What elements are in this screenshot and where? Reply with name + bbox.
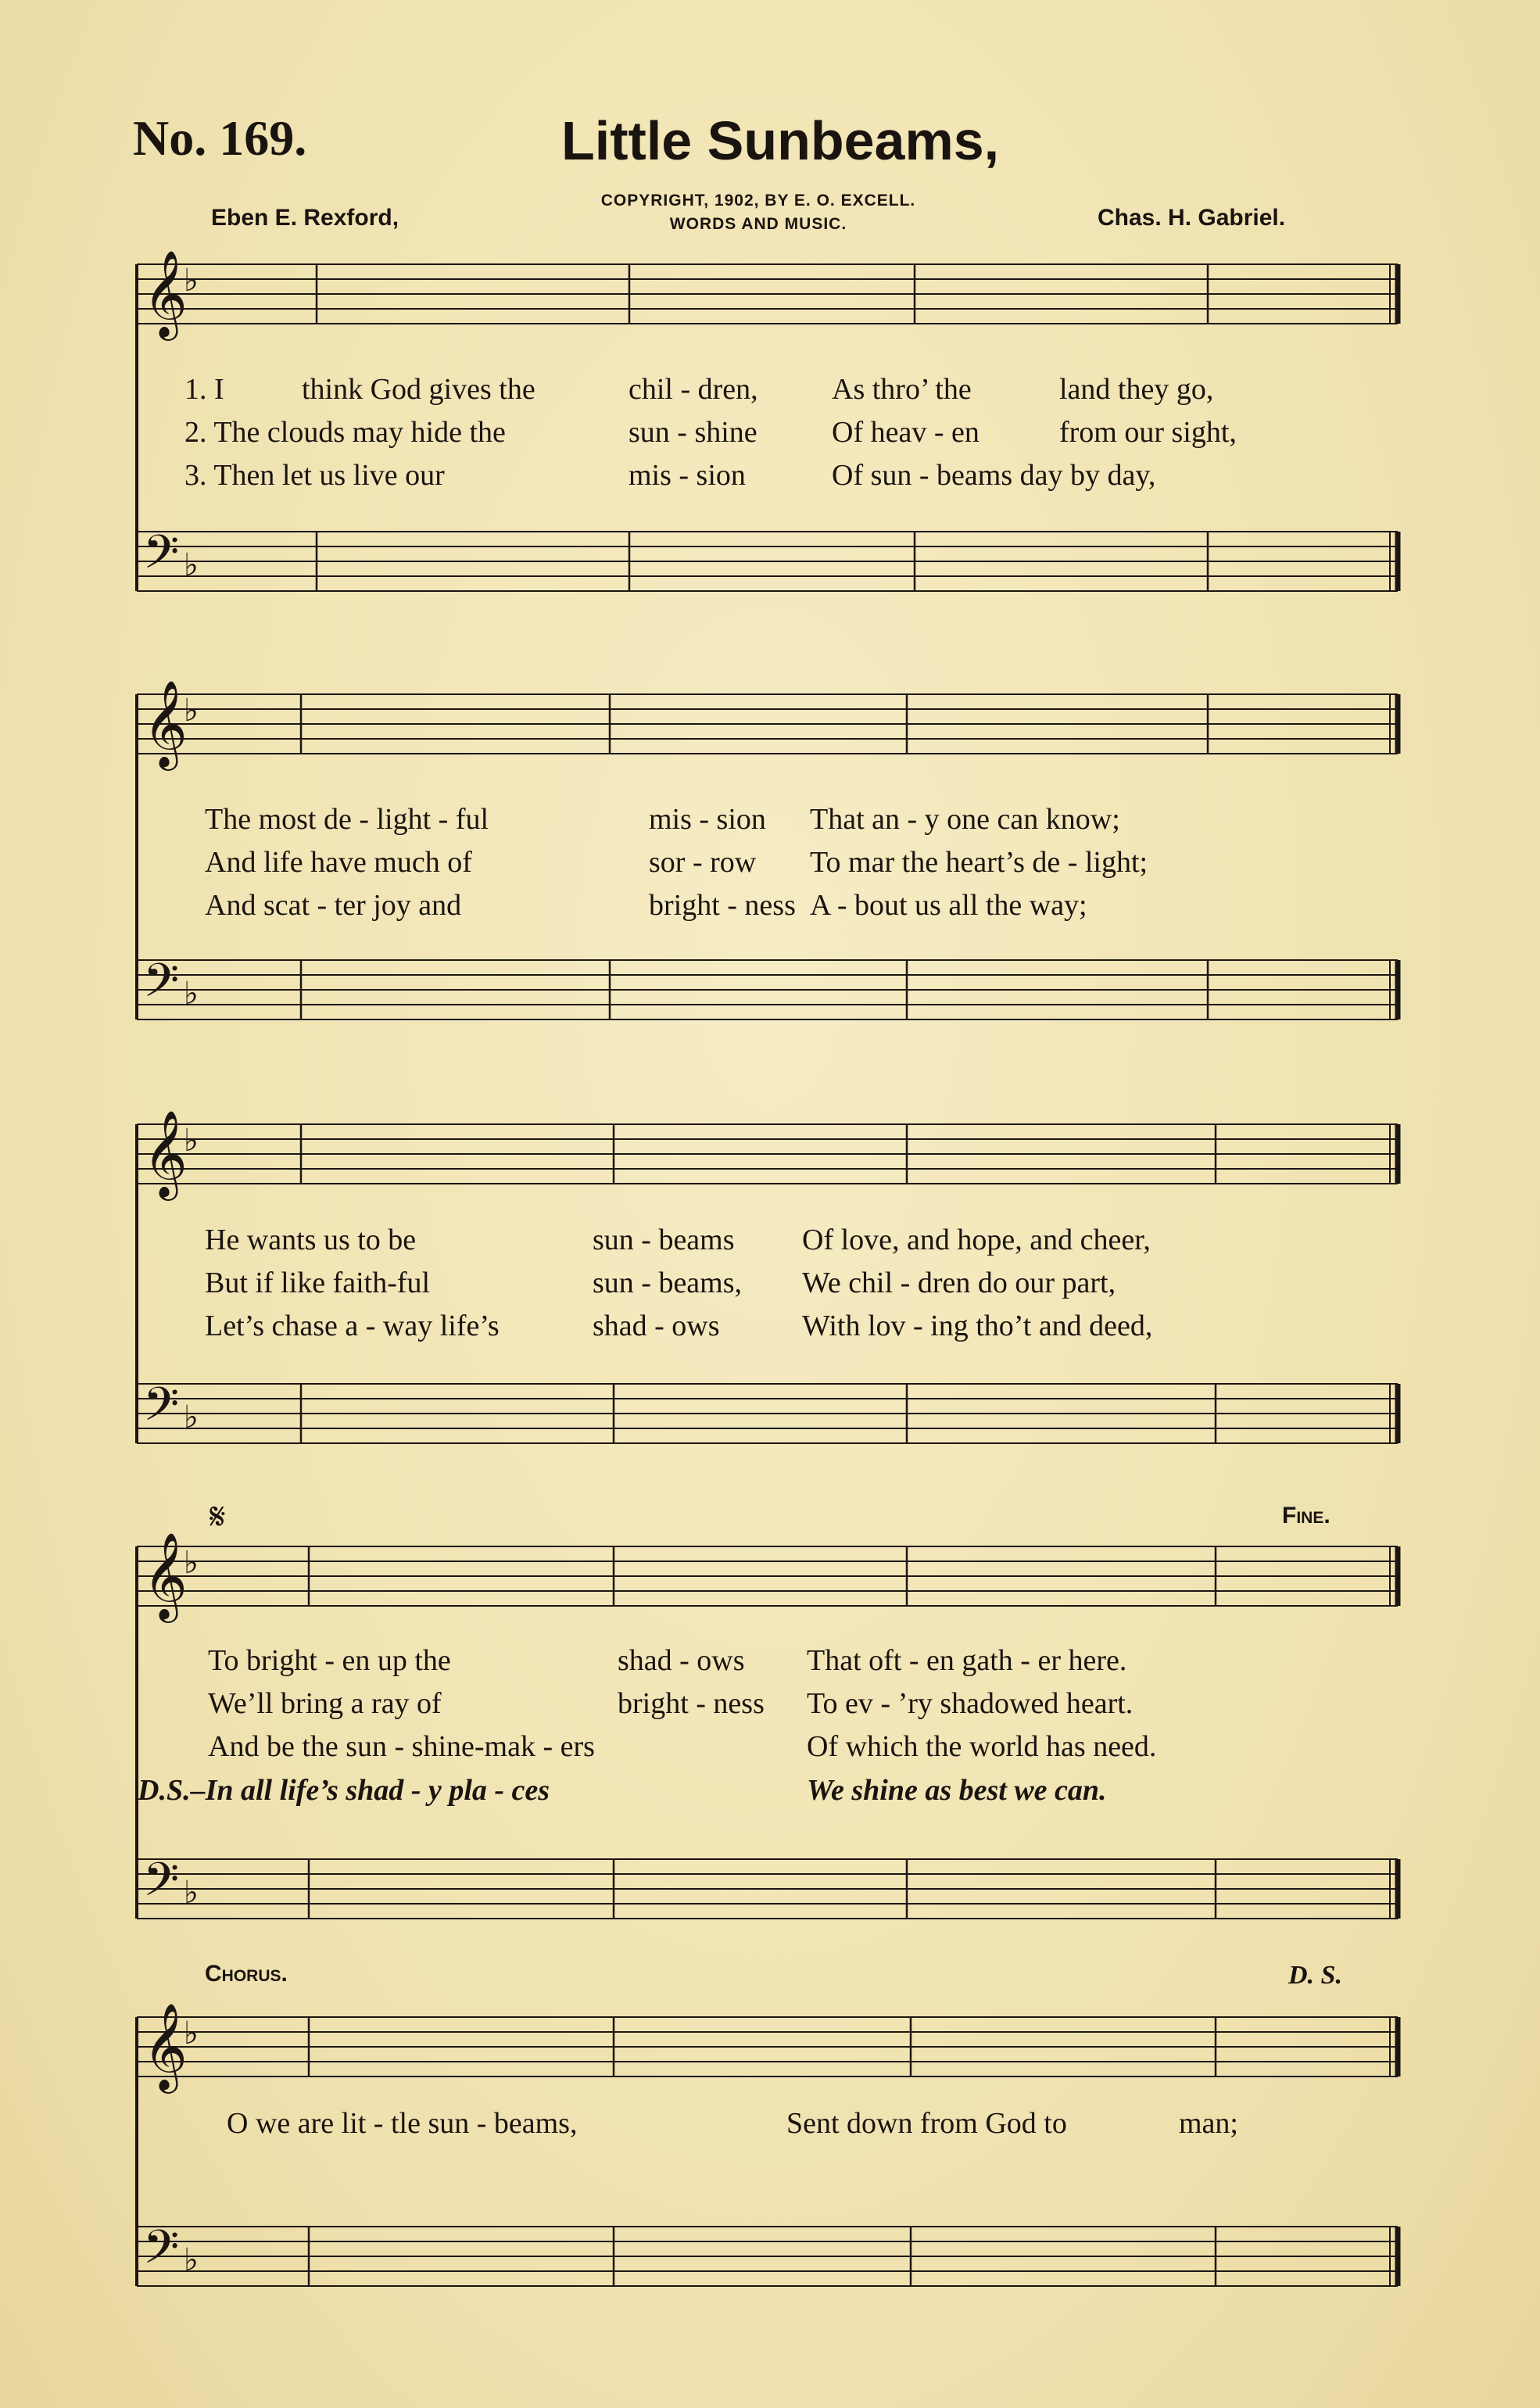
flat-sign-icon: ♭ — [184, 1875, 199, 1911]
lyric-s2-l3-a: And scat - ter joy and — [205, 889, 462, 922]
lyric-s2-l3-c: A - bout us all the way; — [810, 889, 1087, 922]
hymn-number: No. 169. — [133, 110, 307, 166]
treble-clef-icon: 𝄞 — [143, 679, 188, 767]
lyric-s2-l1-b: mis - sion — [649, 803, 766, 836]
hymn-title: Little Sunbeams, — [561, 110, 1000, 171]
chorus-marker: Chorus. — [205, 1961, 288, 1987]
lyric-s1-l1-b: think God gives the — [302, 373, 535, 406]
lyric-s4-l2-a: We’ll bring a ray of — [208, 1687, 442, 1720]
lyric-s2-l2-c: To mar the heart’s de - light; — [810, 846, 1148, 879]
lyric-s4-l3-b: Of which the world has need. — [807, 1730, 1157, 1763]
lyric-s3-l1-c: Of love, and hope, and cheer, — [802, 1224, 1151, 1256]
flat-sign-icon: ♭ — [184, 263, 199, 299]
lyric-s1-l1-d: As thro’ the — [832, 373, 972, 406]
bass-clef-icon: 𝄢 — [143, 953, 180, 1019]
lyric-chorus-a: O we are lit - tle sun - beams, — [227, 2107, 578, 2140]
lyric-s1-l2-b: sun - shine — [629, 416, 757, 449]
lyric-s4-l1-b: shad - ows — [618, 1644, 745, 1677]
bass-clef-icon: 𝄢 — [143, 525, 180, 590]
copyright-line-1: COPYRIGHT, 1902, BY E. O. EXCELL. — [600, 192, 916, 210]
lyric-s2-l3-b: bright - ness — [649, 889, 796, 922]
lyric-s1-l1-c: chil - dren, — [629, 373, 758, 406]
lyric-s3-l1-b: sun - beams — [593, 1224, 735, 1256]
lyric-s4-l1-a: To bright - en up the — [208, 1644, 451, 1677]
lyric-s1-l2-c: Of heav - en — [832, 416, 980, 449]
treble-clef-icon: 𝄞 — [143, 1532, 188, 1619]
lyric-s1-l1-a: 1. I — [184, 373, 224, 406]
flat-sign-icon: ♭ — [184, 547, 199, 583]
treble-clef-icon: 𝄞 — [143, 249, 188, 337]
author-credit: Eben E. Rexford, — [211, 205, 399, 231]
lyric-s3-l2-a: But if like faith-ful — [205, 1267, 431, 1299]
bass-clef-icon: 𝄢 — [143, 2220, 180, 2285]
bass-clef-icon: 𝄢 — [143, 1377, 180, 1442]
lyric-s3-l2-b: sun - beams, — [593, 1267, 743, 1299]
lyric-s4-l3-a: And be the sun - shine-mak - ers — [208, 1730, 595, 1763]
lyric-chorus-b: Sent down from God to — [786, 2107, 1067, 2140]
lyric-s1-l2-d: from our sight, — [1059, 416, 1237, 449]
lyric-s1-l2-a: 2. The clouds may hide the — [184, 416, 506, 449]
lyric-s3-l1-a: He wants us to be — [205, 1224, 417, 1256]
segno-sign: 𝄋 — [210, 1495, 226, 1539]
flat-sign-icon: ♭ — [184, 1545, 199, 1581]
lyric-ds-line-a: D.S.–In all life’s shad - y pla - ces — [138, 1774, 550, 1807]
lyric-ds-line-b: We shine as best we can. — [807, 1774, 1107, 1807]
flat-sign-icon: ♭ — [184, 1399, 199, 1435]
lyric-s1-l3-b: mis - sion — [629, 459, 746, 492]
lyric-s2-l1-c: That an - y one can know; — [810, 803, 1120, 836]
fine-marker: Fine. — [1282, 1503, 1330, 1528]
treble-clef-icon: 𝄞 — [143, 2002, 188, 2090]
treble-clef-icon: 𝄞 — [143, 1109, 188, 1197]
lyric-s4-l2-b: bright - ness — [618, 1687, 765, 1720]
flat-sign-icon: ♭ — [184, 2016, 199, 2051]
lyric-s4-l2-c: To ev - ’ry shadowed heart. — [807, 1687, 1134, 1720]
lyric-chorus-c: man; — [1179, 2107, 1238, 2140]
lyric-s1-l3-c: Of sun - beams day by day, — [832, 459, 1156, 492]
lyric-s1-l1-e: land they go, — [1059, 373, 1214, 406]
lyric-s2-l2-a: And life have much of — [205, 846, 472, 879]
lyric-s1-l3-a: 3. Then let us live our — [184, 459, 445, 492]
ds-marker: D. S. — [1288, 1961, 1342, 1990]
copyright-line-2: WORDS AND MUSIC. — [669, 215, 847, 233]
lyric-s4-l1-c: That oft - en gath - er here. — [807, 1644, 1127, 1677]
lyric-s3-l3-b: shad - ows — [593, 1310, 720, 1342]
lyric-s3-l2-c: We chil - dren do our part, — [802, 1267, 1116, 1299]
lyric-s2-l2-b: sor - row — [649, 846, 757, 879]
lyric-s2-l1-a: The most de - light - ful — [205, 803, 489, 836]
flat-sign-icon: ♭ — [184, 976, 199, 1012]
lyric-s3-l3-a: Let’s chase a - way life’s — [205, 1310, 500, 1342]
flat-sign-icon: ♭ — [184, 2242, 199, 2278]
bass-clef-icon: 𝄢 — [143, 1852, 180, 1918]
flat-sign-icon: ♭ — [184, 693, 199, 729]
lyric-s3-l3-c: With lov - ing tho’t and deed, — [802, 1310, 1153, 1342]
flat-sign-icon: ♭ — [184, 1123, 199, 1159]
composer-credit: Chas. H. Gabriel. — [1098, 205, 1286, 231]
